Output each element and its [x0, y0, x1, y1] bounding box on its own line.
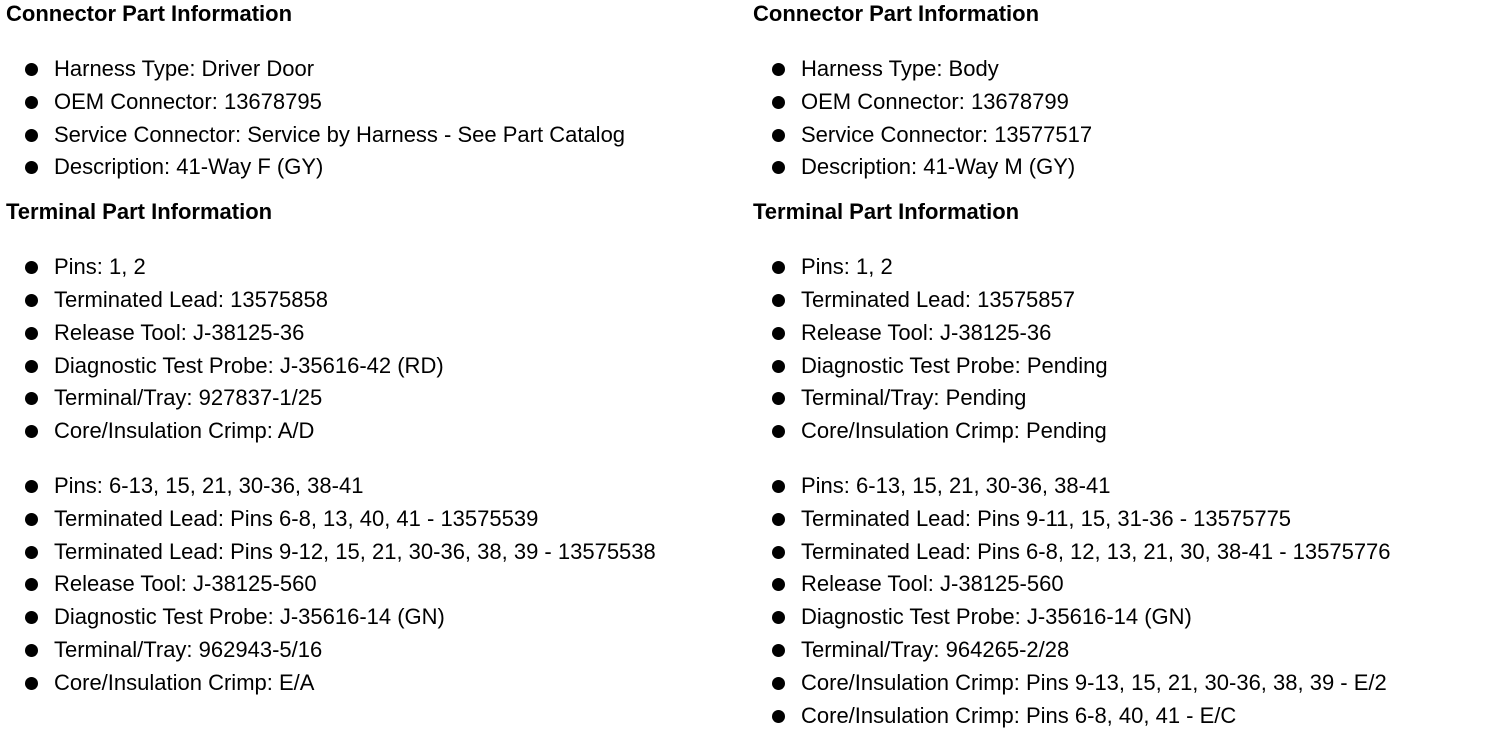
list-item-text: OEM Connector: 13678799	[801, 88, 1069, 114]
list-item	[753, 251, 1498, 284]
list-item-text: Terminated Lead: Pins 9-12, 15, 21, 30-36, 38, 39 - 13575538	[54, 538, 656, 564]
list-item	[6, 284, 746, 317]
terminal-part-heading: Terminal Part Information	[6, 199, 273, 225]
bullet-icon	[25, 294, 38, 307]
list-item	[753, 470, 1498, 503]
list-item-text: Pins: 6-13, 15, 21, 30-36, 38-41	[54, 472, 364, 498]
bullet-icon	[772, 546, 785, 559]
terminal-part-heading: Terminal Part Information	[753, 199, 1020, 225]
list-item	[753, 503, 1498, 536]
bullet-icon	[772, 578, 785, 591]
list-item	[753, 634, 1498, 667]
list-item-text: Core/Insulation Crimp: A/D	[54, 418, 315, 444]
list-item-text: Core/Insulation Crimp: Pending	[801, 418, 1107, 444]
list-item-text: Release Tool: J-38125-560	[54, 571, 317, 597]
list-item	[6, 634, 746, 667]
bullet-icon	[772, 294, 785, 307]
list-item-text: Terminated Lead: 13575857	[801, 286, 1075, 312]
list-item	[6, 536, 746, 569]
list-item	[753, 601, 1498, 634]
list-item	[753, 53, 1498, 86]
list-item-text: Release Tool: J-38125-36	[801, 319, 1052, 345]
bullet-icon	[25, 392, 38, 405]
list-item	[753, 86, 1498, 119]
terminal-info-list-pins-1-2	[753, 251, 1498, 448]
bullet-icon	[25, 546, 38, 559]
bullet-icon	[772, 480, 785, 493]
list-item	[753, 151, 1498, 184]
list-item-text: Core/Insulation Crimp: E/A	[54, 669, 315, 695]
list-item-text: Description: 41-Way M (GY)	[801, 154, 1076, 180]
bullet-icon	[772, 261, 785, 274]
list-item	[753, 700, 1498, 732]
list-item-text: Terminated Lead: Pins 9-11, 15, 31-36 - 13575775	[801, 505, 1292, 531]
list-item	[753, 284, 1498, 317]
list-item-text: Terminal/Tray: 964265-2/28	[801, 636, 1070, 662]
list-item	[6, 382, 746, 415]
list-item-text: Pins: 1, 2	[801, 254, 893, 280]
list-item	[753, 415, 1498, 448]
list-item-text: Harness Type: Body	[801, 56, 999, 81]
list-item	[6, 53, 746, 86]
terminal-info-list-pins-6-41	[6, 470, 746, 700]
bullet-icon	[25, 425, 38, 438]
list-item-text: Terminal/Tray: Pending	[801, 385, 1027, 411]
list-item	[753, 119, 1498, 152]
list-item-text: Terminated Lead: 13575858	[54, 286, 328, 312]
list-item-text: Terminated Lead: Pins 6-8, 13, 40, 41 - 13575539	[54, 505, 539, 531]
bullet-icon	[25, 261, 38, 274]
list-item	[753, 350, 1498, 383]
bullet-icon	[25, 677, 38, 690]
connector-info-list	[753, 53, 1498, 184]
bullet-icon	[25, 480, 38, 493]
bullet-icon	[772, 63, 785, 76]
list-item-text: OEM Connector: 13678795	[54, 88, 322, 114]
list-item-text: Service Connector: Service by Harness - See Part Catalog	[54, 121, 626, 147]
list-item	[6, 601, 746, 634]
list-item-text: Core/Insulation Crimp: Pins 6-8, 40, 41 - E/C	[801, 702, 1237, 728]
list-item-text: Core/Insulation Crimp: Pins 9-13, 15, 21, 30-36, 38, 39 - E/2	[801, 669, 1387, 695]
list-item	[753, 667, 1498, 700]
connector-part-heading: Connector Part Information	[753, 1, 1040, 26]
list-item	[6, 667, 746, 700]
connector-info-list	[6, 53, 746, 184]
list-item-text: Diagnostic Test Probe: J-35616-42 (RD)	[54, 352, 444, 378]
list-item-text: Terminated Lead: Pins 6-8, 12, 13, 21, 30, 38-41 - 13575776	[801, 538, 1391, 564]
list-item	[6, 251, 746, 284]
list-item	[6, 470, 746, 503]
bullet-icon	[25, 129, 38, 142]
bullet-icon	[772, 96, 785, 109]
list-item-text: Diagnostic Test Probe: J-35616-14 (GN)	[54, 604, 445, 630]
bullet-icon	[25, 611, 38, 624]
list-item-text: Pins: 6-13, 15, 21, 30-36, 38-41	[801, 472, 1111, 498]
list-item	[6, 415, 746, 448]
list-item	[6, 350, 746, 383]
bullet-icon	[772, 611, 785, 624]
list-item-text: Diagnostic Test Probe: Pending	[801, 352, 1108, 378]
list-item-text: Terminal/Tray: 927837-1/25	[54, 385, 323, 411]
list-item	[6, 86, 746, 119]
list-item	[6, 119, 746, 152]
list-item-text: Diagnostic Test Probe: J-35616-14 (GN)	[801, 604, 1192, 630]
terminal-info-list-pins-6-41	[753, 470, 1498, 732]
right-connector-column	[753, 0, 1498, 732]
bullet-icon	[25, 161, 38, 174]
list-item-text: Terminal/Tray: 962943-5/16	[54, 636, 323, 662]
list-item	[6, 317, 746, 350]
bullet-icon	[25, 96, 38, 109]
bullet-icon	[772, 392, 785, 405]
bullet-icon	[772, 360, 785, 373]
list-item-text: Release Tool: J-38125-36	[54, 319, 305, 345]
bullet-icon	[772, 644, 785, 657]
bullet-icon	[772, 677, 785, 690]
bullet-icon	[772, 710, 785, 723]
left-connector-column	[6, 0, 746, 700]
list-item	[753, 382, 1498, 415]
list-item-text: Harness Type: Driver Door	[54, 56, 315, 81]
bullet-icon	[772, 129, 785, 142]
list-item-text: Pins: 1, 2	[54, 254, 146, 280]
list-item-text: Release Tool: J-38125-560	[801, 571, 1064, 597]
bullet-icon	[25, 63, 38, 76]
bullet-icon	[25, 644, 38, 657]
bullet-icon	[25, 360, 38, 373]
bullet-icon	[772, 161, 785, 174]
bullet-icon	[772, 513, 785, 526]
list-item-text: Service Connector: 13577517	[801, 121, 1093, 147]
list-item	[753, 536, 1498, 569]
connector-part-heading: Connector Part Information	[6, 1, 293, 26]
bullet-icon	[772, 327, 785, 340]
bullet-icon	[772, 425, 785, 438]
bullet-icon	[25, 327, 38, 340]
list-item-text: Description: 41-Way F (GY)	[54, 154, 324, 180]
list-item	[753, 317, 1498, 350]
list-item	[6, 151, 746, 184]
terminal-info-list-pins-1-2	[6, 251, 746, 448]
bullet-icon	[25, 578, 38, 591]
bullet-icon	[25, 513, 38, 526]
list-item	[6, 568, 746, 601]
list-item	[6, 503, 746, 536]
list-item	[753, 568, 1498, 601]
